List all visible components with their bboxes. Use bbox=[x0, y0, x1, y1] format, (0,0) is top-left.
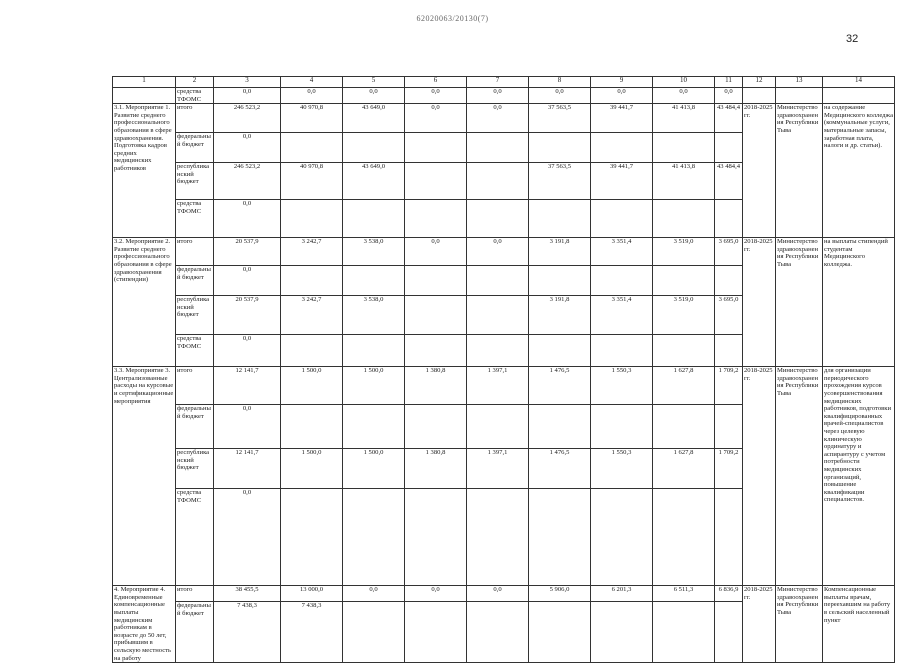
column-number-header: 6 bbox=[405, 77, 467, 88]
column-number-header: 4 bbox=[281, 77, 343, 88]
amount-cell bbox=[591, 266, 653, 296]
amount-cell bbox=[715, 489, 743, 586]
amount-cell: 0,0 bbox=[343, 88, 405, 104]
amount-cell: 3 351,4 bbox=[591, 296, 653, 335]
amount-cell: 12 141,7 bbox=[214, 367, 281, 405]
amount-cell bbox=[653, 602, 715, 663]
funding-source-cell: средства ТФОМС bbox=[176, 200, 214, 238]
amount-cell: 0,0 bbox=[214, 200, 281, 238]
amount-cell: 246 523,2 bbox=[214, 104, 281, 133]
amount-cell: 7 438,3 bbox=[214, 602, 281, 663]
amount-cell: 6 836,9 bbox=[715, 586, 743, 602]
amount-cell: 0,0 bbox=[343, 586, 405, 602]
amount-cell bbox=[467, 335, 529, 367]
column-number-header: 10 bbox=[653, 77, 715, 88]
funding-source-cell: федеральный бюджет bbox=[176, 405, 214, 449]
amount-cell: 0,0 bbox=[405, 586, 467, 602]
funding-source-cell: средства ТФОМС bbox=[176, 335, 214, 367]
amount-cell: 43 649,0 bbox=[343, 104, 405, 133]
amount-cell bbox=[529, 200, 591, 238]
document-id: 62020063/20130(7) bbox=[416, 14, 489, 23]
amount-cell: 37 563,5 bbox=[529, 104, 591, 133]
amount-cell: 0,0 bbox=[405, 88, 467, 104]
amount-cell: 0,0 bbox=[214, 335, 281, 367]
amount-cell: 1 500,0 bbox=[343, 449, 405, 489]
amount-cell bbox=[591, 489, 653, 586]
amount-cell: 1 550,3 bbox=[591, 449, 653, 489]
amount-cell: 1 550,3 bbox=[591, 367, 653, 405]
amount-cell: 6 201,3 bbox=[591, 586, 653, 602]
amount-cell bbox=[405, 602, 467, 663]
note-cell: на содержание Медицинского колледжа (коммунальные услуги, материальные запасы, заработная плата, налоги и др. статьи). bbox=[823, 104, 895, 238]
amount-cell bbox=[653, 335, 715, 367]
amount-cell: 0,0 bbox=[467, 238, 529, 266]
note-cell: для организации периодического прохождения курсов усовершенствования медицинских работников, подготовки квалифицированных врачей-специалистов через целевую клиническую ординатуру и аспирантуру с учетом потребности медицинских организаций, повышение квалификации специалистов. bbox=[823, 367, 895, 586]
column-number-header: 11 bbox=[715, 77, 743, 88]
amount-cell bbox=[405, 163, 467, 200]
amount-cell: 1 380,8 bbox=[405, 449, 467, 489]
note-cell bbox=[823, 88, 895, 104]
amount-cell: 6 511,3 bbox=[653, 586, 715, 602]
amount-cell bbox=[715, 133, 743, 163]
column-number-header: 12 bbox=[743, 77, 776, 88]
amount-cell: 39 441,7 bbox=[591, 104, 653, 133]
amount-cell: 3 519,0 bbox=[653, 296, 715, 335]
measure-name-cell: 3.3. Мероприятие 3. Централизованные расходы на курсовые и сертификационные мероприятия bbox=[113, 367, 176, 586]
amount-cell: 0,0 bbox=[214, 405, 281, 449]
amount-cell bbox=[715, 266, 743, 296]
amount-cell: 12 141,7 bbox=[214, 449, 281, 489]
note-cell: Компенсационные выплаты врачам, переехавшим на работу в сельский населенный пункт bbox=[823, 586, 895, 663]
amount-cell bbox=[343, 602, 405, 663]
amount-cell: 0,0 bbox=[653, 88, 715, 104]
column-number-header: 13 bbox=[776, 77, 823, 88]
amount-cell: 3 191,8 bbox=[529, 296, 591, 335]
amount-cell bbox=[653, 133, 715, 163]
amount-cell bbox=[715, 405, 743, 449]
measure-name-cell: 4. Мероприятие 4. Единовременные компенсационные выплаты медицинским работникам в возрасте до 50 лет, прибывшим в сельскую местность на работу bbox=[113, 586, 176, 663]
amount-cell: 13 000,0 bbox=[281, 586, 343, 602]
amount-cell: 1 709,2 bbox=[715, 367, 743, 405]
amount-cell: 0,0 bbox=[467, 586, 529, 602]
amount-cell: 1 627,8 bbox=[653, 367, 715, 405]
amount-cell: 1 476,5 bbox=[529, 449, 591, 489]
funding-source-cell: федеральный бюджет bbox=[176, 266, 214, 296]
funding-source-cell: итого bbox=[176, 367, 214, 405]
funding-source-cell: итого bbox=[176, 104, 214, 133]
amount-cell: 39 441,7 bbox=[591, 163, 653, 200]
amount-cell bbox=[591, 405, 653, 449]
amount-cell bbox=[467, 296, 529, 335]
amount-cell bbox=[467, 200, 529, 238]
amount-cell: 43 484,4 bbox=[715, 104, 743, 133]
amount-cell bbox=[405, 405, 467, 449]
column-number-header: 3 bbox=[214, 77, 281, 88]
amount-cell: 1 476,5 bbox=[529, 367, 591, 405]
amount-cell: 20 537,9 bbox=[214, 296, 281, 335]
amount-cell bbox=[591, 335, 653, 367]
page-number: 32 bbox=[846, 33, 859, 45]
amount-cell: 41 413,8 bbox=[653, 104, 715, 133]
period-cell: 2018-2025 гг. bbox=[743, 586, 776, 663]
amount-cell bbox=[653, 489, 715, 586]
amount-cell bbox=[529, 133, 591, 163]
amount-cell bbox=[715, 200, 743, 238]
table-row bbox=[113, 88, 895, 104]
amount-cell bbox=[405, 489, 467, 586]
amount-cell bbox=[281, 133, 343, 163]
amount-cell: 246 523,2 bbox=[214, 163, 281, 200]
amount-cell bbox=[281, 200, 343, 238]
amount-cell bbox=[405, 335, 467, 367]
measure-name-cell: 3.1. Мероприятие 1. Развитие среднего профессионального образования в сфере здравоохранения. Подготовка кадров средних медицинских работников bbox=[113, 104, 176, 238]
measure-name-cell bbox=[113, 88, 176, 104]
amount-cell: 3 242,7 bbox=[281, 238, 343, 266]
amount-cell bbox=[529, 335, 591, 367]
amount-cell: 0,0 bbox=[591, 88, 653, 104]
amount-cell: 3 695,0 bbox=[715, 296, 743, 335]
column-number-row bbox=[113, 77, 895, 88]
amount-cell: 1 397,1 bbox=[467, 367, 529, 405]
period-cell bbox=[743, 88, 776, 104]
note-cell: на выплаты стипендий студентам Медицинского колледжа. bbox=[823, 238, 895, 367]
amount-cell: 1 380,8 bbox=[405, 367, 467, 405]
amount-cell bbox=[529, 405, 591, 449]
amount-cell bbox=[715, 602, 743, 663]
amount-cell: 40 970,8 bbox=[281, 104, 343, 133]
amount-cell: 41 413,8 bbox=[653, 163, 715, 200]
amount-cell bbox=[343, 335, 405, 367]
table-row bbox=[113, 238, 895, 266]
amount-cell bbox=[281, 489, 343, 586]
executor-cell: Министерство здравоохранения Республики Тыва bbox=[776, 238, 823, 367]
amount-cell: 0,0 bbox=[715, 88, 743, 104]
funding-source-cell: республиканский бюджет bbox=[176, 296, 214, 335]
amount-cell: 3 519,0 bbox=[653, 238, 715, 266]
column-number-header: 1 bbox=[113, 77, 176, 88]
amount-cell: 1 709,2 bbox=[715, 449, 743, 489]
amount-cell bbox=[343, 200, 405, 238]
funding-source-cell: федеральный бюджет bbox=[176, 133, 214, 163]
amount-cell bbox=[529, 489, 591, 586]
amount-cell: 5 906,0 bbox=[529, 586, 591, 602]
amount-cell: 0,0 bbox=[467, 104, 529, 133]
amount-cell bbox=[405, 296, 467, 335]
amount-cell bbox=[467, 405, 529, 449]
amount-cell: 0,0 bbox=[405, 104, 467, 133]
amount-cell bbox=[467, 266, 529, 296]
amount-cell: 0,0 bbox=[529, 88, 591, 104]
amount-cell: 3 538,0 bbox=[343, 296, 405, 335]
amount-cell: 0,0 bbox=[214, 88, 281, 104]
executor-cell: Министерство здравоохранения Республики Тыва bbox=[776, 586, 823, 663]
amount-cell: 0,0 bbox=[281, 88, 343, 104]
amount-cell: 1 627,8 bbox=[653, 449, 715, 489]
executor-cell: Министерство здравоохранения Республики Тыва bbox=[776, 104, 823, 238]
amount-cell bbox=[467, 163, 529, 200]
column-number-header: 2 bbox=[176, 77, 214, 88]
amount-cell: 43 649,0 bbox=[343, 163, 405, 200]
amount-cell bbox=[405, 266, 467, 296]
amount-cell: 3 351,4 bbox=[591, 238, 653, 266]
amount-cell bbox=[467, 133, 529, 163]
period-cell: 2018-2025 гг. bbox=[743, 367, 776, 586]
amount-cell: 1 397,1 bbox=[467, 449, 529, 489]
table-row bbox=[113, 586, 895, 602]
amount-cell: 0,0 bbox=[467, 88, 529, 104]
period-cell: 2018-2025 гг. bbox=[743, 104, 776, 238]
amount-cell: 1 500,0 bbox=[343, 367, 405, 405]
funding-source-cell: средства ТФОМС bbox=[176, 489, 214, 586]
amount-cell bbox=[467, 602, 529, 663]
column-number-header: 7 bbox=[467, 77, 529, 88]
funding-source-cell: средства ТФОМС bbox=[176, 88, 214, 104]
amount-cell bbox=[591, 200, 653, 238]
amount-cell bbox=[653, 200, 715, 238]
amount-cell: 0,0 bbox=[405, 238, 467, 266]
amount-cell bbox=[653, 405, 715, 449]
amount-cell bbox=[281, 335, 343, 367]
amount-cell bbox=[467, 489, 529, 586]
program-funding-table bbox=[112, 76, 895, 663]
amount-cell bbox=[281, 266, 343, 296]
funding-source-cell: республиканский бюджет bbox=[176, 163, 214, 200]
amount-cell: 3 538,0 bbox=[343, 238, 405, 266]
funding-source-cell: итого bbox=[176, 238, 214, 266]
amount-cell bbox=[343, 405, 405, 449]
amount-cell bbox=[343, 266, 405, 296]
amount-cell: 20 537,9 bbox=[214, 238, 281, 266]
amount-cell: 37 563,5 bbox=[529, 163, 591, 200]
amount-cell bbox=[591, 133, 653, 163]
amount-cell bbox=[405, 133, 467, 163]
amount-cell: 7 438,3 bbox=[281, 602, 343, 663]
amount-cell bbox=[405, 200, 467, 238]
amount-cell bbox=[281, 405, 343, 449]
column-number-header: 9 bbox=[591, 77, 653, 88]
amount-cell: 3 191,8 bbox=[529, 238, 591, 266]
amount-cell: 1 500,0 bbox=[281, 367, 343, 405]
amount-cell bbox=[343, 489, 405, 586]
amount-cell bbox=[653, 266, 715, 296]
funding-source-cell: итого bbox=[176, 586, 214, 602]
executor-cell: Министерство здравоохранения Республики Тыва bbox=[776, 367, 823, 586]
amount-cell: 40 970,8 bbox=[281, 163, 343, 200]
executor-cell bbox=[776, 88, 823, 104]
amount-cell: 1 500,0 bbox=[281, 449, 343, 489]
column-number-header: 8 bbox=[529, 77, 591, 88]
table-row bbox=[113, 104, 895, 133]
funding-source-cell: федеральный бюджет bbox=[176, 602, 214, 663]
measure-name-cell: 3.2. Мероприятие 2. Развитие среднего профессионального образования в сфере здравоохранения (стипендии) bbox=[113, 238, 176, 367]
amount-cell: 38 455,5 bbox=[214, 586, 281, 602]
column-number-header: 14 bbox=[823, 77, 895, 88]
amount-cell: 3 242,7 bbox=[281, 296, 343, 335]
amount-cell bbox=[591, 602, 653, 663]
column-number-header: 5 bbox=[343, 77, 405, 88]
period-cell: 2018-2025 гг. bbox=[743, 238, 776, 367]
amount-cell bbox=[529, 602, 591, 663]
amount-cell bbox=[529, 266, 591, 296]
amount-cell bbox=[343, 133, 405, 163]
amount-cell: 3 695,0 bbox=[715, 238, 743, 266]
amount-cell bbox=[715, 335, 743, 367]
amount-cell: 0,0 bbox=[214, 489, 281, 586]
amount-cell: 43 484,4 bbox=[715, 163, 743, 200]
funding-source-cell: республиканский бюджет bbox=[176, 449, 214, 489]
amount-cell: 0,0 bbox=[214, 266, 281, 296]
table-row bbox=[113, 367, 895, 405]
amount-cell: 0,0 bbox=[214, 133, 281, 163]
